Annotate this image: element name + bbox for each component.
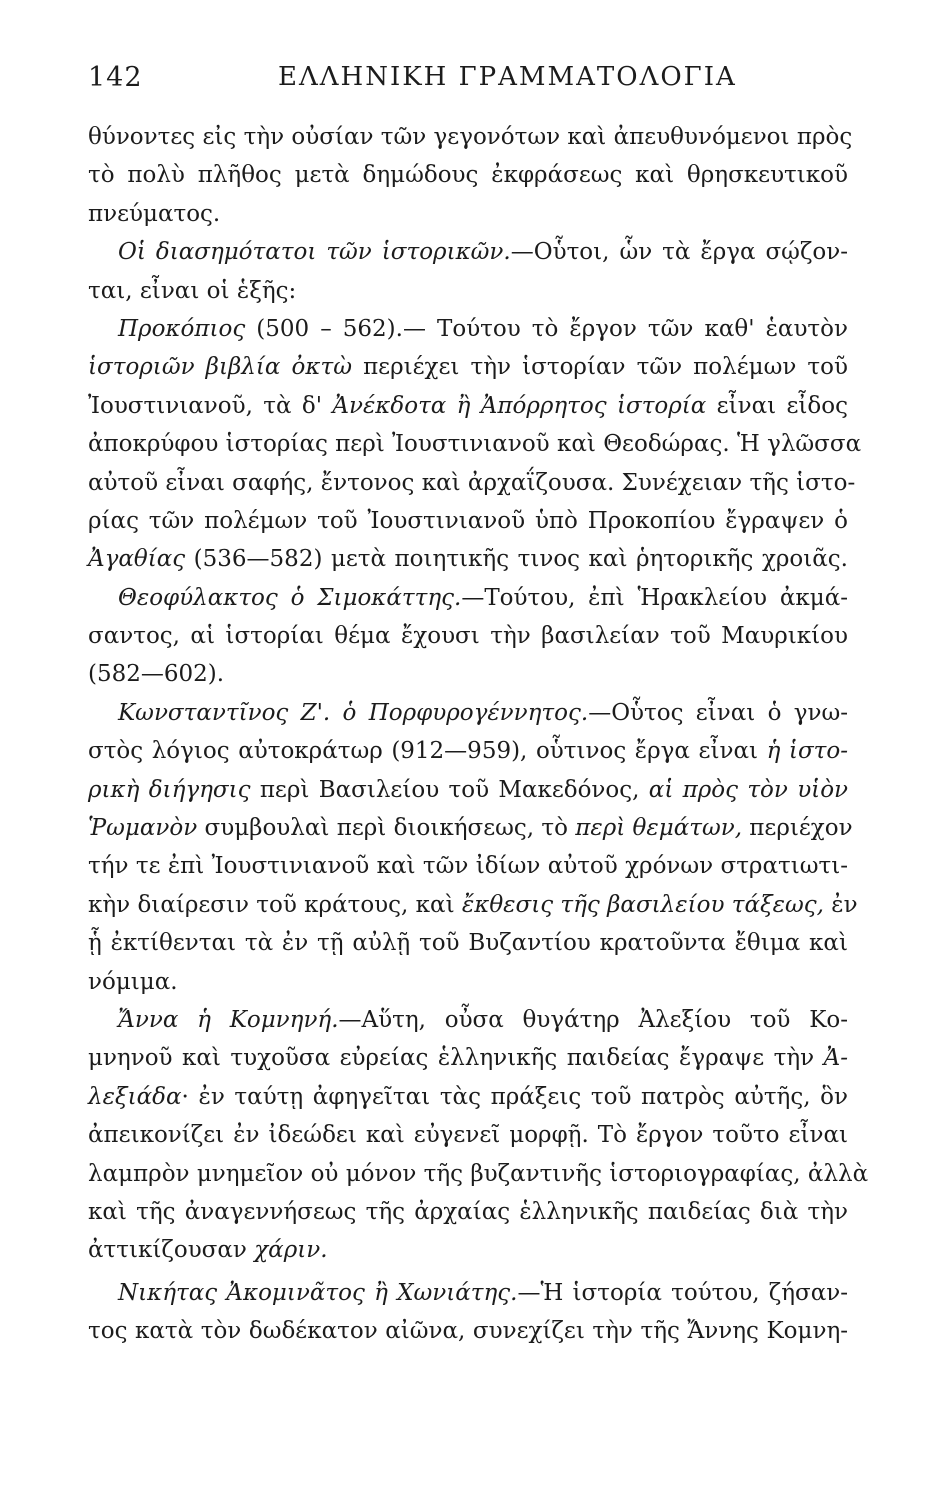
italic-text: ἔκθεσις τῆς βασιλείου τάξεως, (461, 891, 824, 918)
italic-text: αἱ πρὸς τὸν υἱὸν (648, 776, 849, 803)
text-line (88, 233, 848, 271)
text-line (88, 195, 848, 233)
plain-text: περὶ Βασιλείου τοῦ Μακεδόνος, (250, 776, 649, 803)
plain-text: (582—602). (88, 661, 225, 688)
text-line (88, 387, 848, 425)
italic-text: Ῥωμανὸν (88, 815, 198, 842)
plain-text: πνεύματος. (88, 200, 221, 227)
plain-text: ται, εἶναι οἱ ἑξῆς: (88, 277, 297, 304)
text-line (88, 1193, 848, 1231)
italic-text: Ἀγαθίας (88, 546, 186, 573)
running-title: ΕΛΛΗΝΙΚΗ ΓΡΑΜΜΑΤΟΛΟΓΙΑ (278, 62, 737, 92)
page-header (88, 62, 848, 102)
italic-text: Θεοφύλακτος ὁ Σιμοκάττης. (118, 584, 462, 611)
plain-text: μνηνοῦ καὶ τυχοῦσα εὐρείας ἑλληνικῆς παιδείας ἔγραψε τὴν (88, 1045, 824, 1072)
text-line (88, 1078, 848, 1116)
body-text (88, 118, 869, 1351)
plain-text: συμβουλαὶ περὶ διοικήσεως, τὸ (197, 815, 576, 842)
text-line (88, 348, 848, 386)
plain-text: · ἐν ταύτῃ ἀφηγεῖται τὰς πράξεις τοῦ πατρὸς αὐτῆς, ὃν (181, 1083, 848, 1110)
text-line (88, 963, 848, 1001)
text-line (88, 1001, 848, 1039)
plain-text: (536—582) μετὰ ποιητικῆς τινος καὶ ῥητορικῆς χροιᾶς. (185, 546, 848, 573)
italic-text: ἡ ἱστο- (766, 738, 848, 765)
italic-text: χάριν. (254, 1237, 328, 1264)
text-line (88, 1116, 848, 1154)
text-line (88, 809, 853, 847)
plain-text: σαντος, αἱ ἱστορίαι θέμα ἔχουσι τὴν βασιλείαν τοῦ Μαυρικίου (88, 623, 848, 650)
text-line (88, 540, 848, 578)
plain-text: ἀττικίζουσαν (88, 1237, 255, 1264)
italic-text: λεξιάδα (88, 1083, 182, 1110)
italic-text: περὶ θεμάτων, (575, 815, 742, 842)
italic-text: Ἀ- (823, 1045, 848, 1072)
text-line (88, 579, 848, 617)
plain-text: λαμπρὸν μνημεῖον οὐ μόνον τῆς βυζαντινῆς ἱστοριογραφίας, ἀλλὰ (88, 1160, 869, 1187)
text-line (88, 310, 848, 348)
plain-text: ἐν (823, 891, 858, 918)
plain-text: νόμιμα. (88, 968, 178, 995)
text-line (88, 464, 856, 502)
text-line (88, 771, 848, 809)
text-line (88, 886, 858, 924)
text-line (88, 425, 862, 463)
plain-text: —Ἡ ἱστορία τούτου, ζήσαν- (517, 1279, 849, 1306)
plain-text: τὸ πολὺ πλῆθος μετὰ δημώδους ἐκφράσεως καὶ θρησκευτικοῦ (88, 162, 848, 189)
text-line (88, 617, 848, 655)
plain-text: —Οὗτος εἶναι ὁ γνω- (588, 699, 849, 726)
text-line (88, 272, 848, 310)
text-line (88, 732, 848, 770)
plain-text: περιέχει τὴν ἱστορίαν τῶν πολέμων τοῦ (351, 354, 848, 381)
text-line (88, 655, 848, 693)
italic-text: Κωνσταντῖνος Ζ'. ὁ Πορφυρογέννητος. (118, 699, 589, 726)
italic-text: Ἀνέκδοτα ἢ Ἀπόρρητος ἱστορία (332, 392, 707, 419)
italic-text: Νικήτας Ἀκομινᾶτος ἢ Χωνιάτης. (118, 1279, 518, 1306)
plain-text: καὶ τῆς ἀναγεννήσεως τῆς ἀρχαίας ἑλληνικῆς παιδείας διὰ τὴν (88, 1198, 848, 1225)
italic-text: Οἱ διασημότατοι τῶν ἱστορικῶν. (118, 239, 511, 266)
plain-text: στὸς λόγιος αὐτοκράτωρ (912—959), οὗτινος ἔργα εἶναι (88, 738, 767, 765)
italic-text: ρικὴ διήγησις (88, 776, 251, 803)
plain-text: τήν τε ἐπὶ Ἰουστινιανοῦ καὶ τῶν ἰδίων αὐτοῦ χρόνων στρατιωτι- (88, 853, 848, 880)
italic-text: Ἄννα ἡ Κομνηνή. (118, 1006, 339, 1033)
text-line (88, 502, 848, 540)
text-line (88, 156, 848, 194)
plain-text: αὐτοῦ εἶναι σαφής, ἔντονος καὶ ἀρχαΐζουσα. Συνέχειαν τῆς ἱστο- (88, 469, 856, 496)
italic-text: Προκόπιος (118, 315, 246, 342)
plain-text: εἶναι εἶδος (706, 392, 848, 419)
plain-text: θύνοντες εἰς τὴν οὐσίαν τῶν γεγονότων καὶ ἀπευθυνόμενοι πρὸς (88, 124, 853, 150)
text-line (88, 1312, 848, 1350)
text-line (88, 1155, 869, 1193)
plain-text: Ἰουστινιανοῦ, τὰ δ' (88, 392, 333, 419)
plain-text: ἀπεικονίζει ἐν ἰδεώδει καὶ εὐγενεῖ μορφῇ. Τὸ ἔργον τοῦτο εἶναι (88, 1122, 848, 1149)
text-line (88, 847, 848, 885)
plain-text: ρίας τῶν πολέμων τοῦ Ἰουστινιανοῦ ὑπὸ Προκοπίου ἔγραψεν ὁ (88, 507, 848, 534)
plain-text: —Οὗτοι, ὧν τὰ ἔργα σῴζον- (510, 239, 849, 266)
plain-text: —Τούτου, ἐπὶ Ἡρακλείου ἀκμά- (461, 584, 848, 611)
plain-text: τος κατὰ τὸν δωδέκατον αἰῶνα, συνεχίζει τὴν τῆς Ἄννης Κομνη- (88, 1318, 848, 1345)
text-line (88, 1039, 848, 1077)
plain-text: κὴν διαίρεσιν τοῦ κράτους, καὶ (88, 891, 462, 918)
text-line (88, 694, 848, 732)
text-line (88, 1231, 848, 1269)
plain-text: περιέχον (742, 815, 853, 842)
plain-text: (500 – 562).— Τούτου τὸ ἔργον τῶν καθ' ἑαυτὸν (245, 315, 848, 342)
text-line (88, 118, 853, 156)
page-number: 142 (88, 62, 143, 93)
italic-text: ἱστοριῶν βιβλία ὀκτὼ (88, 354, 352, 381)
text-line (88, 1274, 848, 1312)
plain-text: ᾗ ἐκτίθενται τὰ ἐν τῇ αὐλῇ τοῦ Βυζαντίου κρατοῦντα ἔθιμα καὶ (88, 930, 848, 957)
text-line (88, 924, 848, 962)
plain-text: —Αὕτη, οὖσα θυγάτηρ Ἀλεξίου τοῦ Κο- (338, 1006, 848, 1033)
plain-text: ἀποκρύφου ἱστορίας περὶ Ἰουστινιανοῦ καὶ Θεοδώρας. Ἡ γλῶσσα (88, 431, 862, 458)
